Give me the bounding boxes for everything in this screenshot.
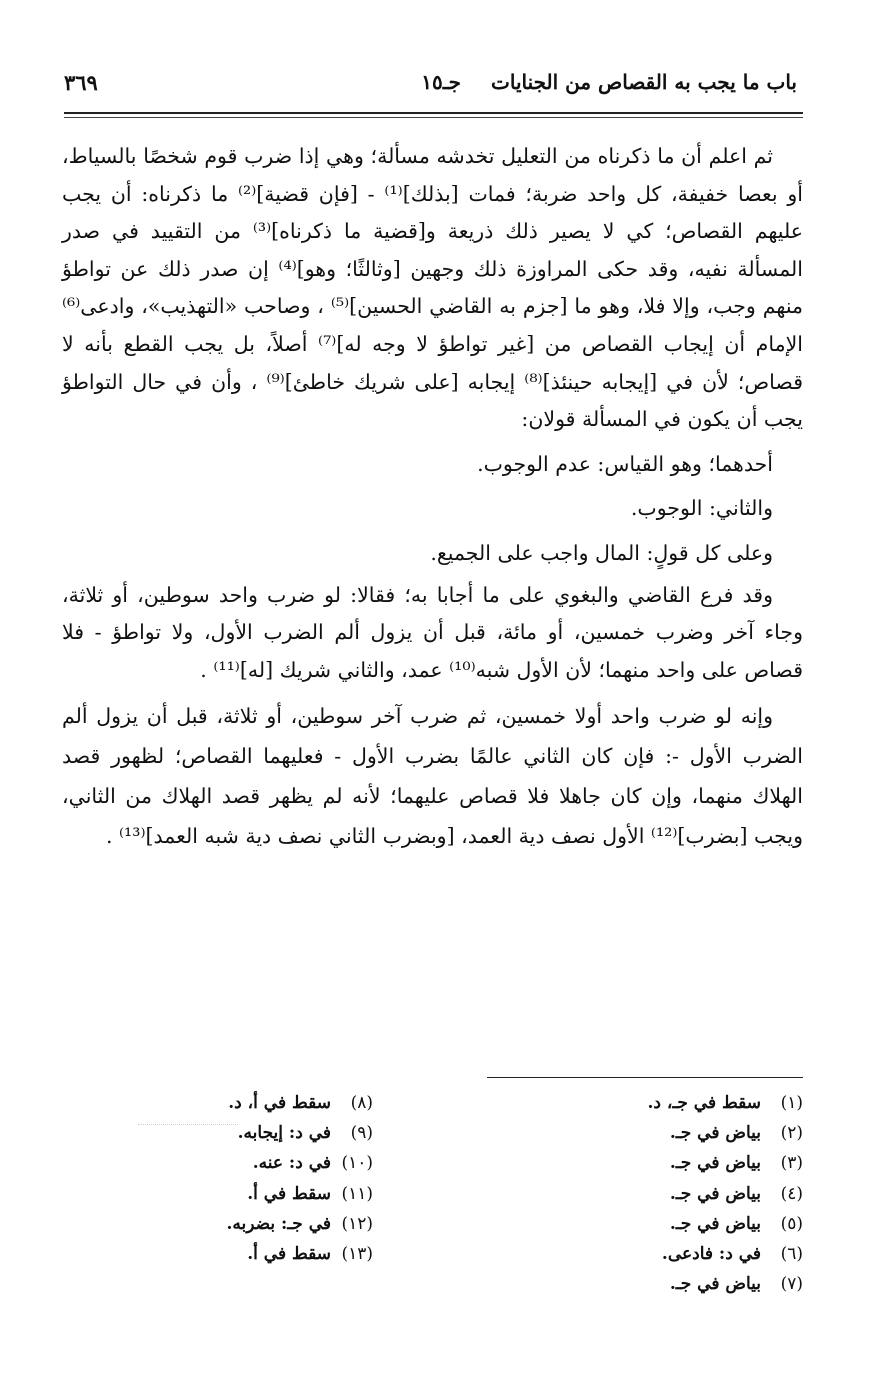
footnote-number: (١٢) [341, 1213, 373, 1234]
page-number: ٣٦٩ [64, 69, 98, 95]
footnote-item [383, 1088, 803, 1118]
footnote-text: بياض في جـ. [669, 1153, 761, 1174]
footnotes-column-right [383, 1088, 803, 1299]
footnote-text: سقط في أ. [247, 1183, 331, 1204]
header-rule [64, 112, 803, 118]
paragraph-3: والثاني: الوجوب. [630, 496, 773, 521]
footnote-item [73, 1118, 373, 1148]
footnote-text: سقط في أ، د. [228, 1093, 331, 1113]
footnote-text: بياض في جـ. [669, 1183, 761, 1204]
footnote-number: (٢) [780, 1123, 803, 1144]
footnote-text: بياض في جـ. [669, 1213, 761, 1234]
footnote-number: (٨) [350, 1093, 373, 1113]
footnote-text: سقط في أ. [247, 1243, 331, 1264]
scan-speck [138, 1124, 238, 1127]
footnote-item [73, 1209, 373, 1239]
footnote-number: (٥) [780, 1213, 803, 1234]
volume-label: جـ١٥ [421, 70, 462, 94]
footnote-item [73, 1148, 373, 1178]
footnote-number: (٩) [350, 1123, 373, 1144]
paragraph-2: أحدهما؛ وهو القياس: عدم الوجوب. [477, 451, 773, 476]
footnote-item [73, 1179, 373, 1209]
footnote-number: (٣) [780, 1153, 803, 1174]
footnote-number: (١) [780, 1093, 803, 1113]
footnote-item [73, 1088, 373, 1118]
paragraph-6: وإنه لو ضرب واحد أولا خمسين، ثم ضرب آخر سوطين، أو ثلاثة، قبل أن يزول ألم الضرب الأول -: فإن كان الثاني عالمًا بضرب الأول - فعليهما القصاص؛ لظهور قصد الهلاك منهما، وإن كان جاهلا فلا قصاص عليهما؛ لأنه لم يظهر قصد الهلاك من الثاني، ويجب [بضرب]⁽¹²⁾ الأول نصف دية العمد، [وبضرب الثاني نصف دية شبه العمد]⁽¹³⁾ . [62, 704, 803, 849]
footnote-item [383, 1269, 803, 1299]
footnote-text: سقط في جـ، د. [647, 1093, 761, 1113]
footnote-text: بياض في جـ. [669, 1274, 761, 1295]
footnote-number: (٤) [780, 1183, 803, 1204]
running-title: باب ما يجب به القصاص من الجنايات [491, 70, 797, 94]
footnote-item [383, 1179, 803, 1209]
footnote-number: (١٠) [341, 1153, 373, 1174]
footnote-item [383, 1209, 803, 1239]
page-header [64, 62, 797, 102]
footnote-rule [487, 1077, 803, 1078]
footnote-text: في جـ: بضربه. [226, 1213, 331, 1234]
footnote-text: بياض في جـ. [669, 1123, 761, 1144]
footnote-text: في د: فادعى. [661, 1243, 761, 1264]
footnote-number: (١٣) [341, 1243, 373, 1264]
paragraph-5: وقد فرع القاضي والبغوي على ما أجابا به؛ فقالا: لو ضرب واحد سوطين، أو ثلاثة، وجاء آخر وضرب خمسين، أو مائة، قبل أن يزول ألم الضرب الأول، ولا تواطؤ - فلا قصاص على واحد منهما؛ لأن الأول شبه⁽¹⁰⁾ عمد، والثاني شريك [له]⁽¹¹⁾ . [62, 582, 803, 682]
footnote-text: في د: إيجابه. [237, 1123, 331, 1144]
footnote-text: في د: عنه. [252, 1153, 331, 1174]
footnote-number: (٦) [780, 1243, 803, 1264]
footnote-item [383, 1148, 803, 1178]
footnote-item [73, 1239, 373, 1269]
footnotes-column-left [73, 1088, 373, 1299]
footnotes [62, 1088, 803, 1299]
footnote-number: (١١) [341, 1183, 373, 1204]
footnote-item [383, 1118, 803, 1148]
paragraph-1: ثم اعلم أن ما ذكرناه من التعليل تخدشه مسألة؛ وهي إذا ضرب قوم شخصًا بالسياط، أو بعصا خفيفة، كل واحد ضربة؛ فمات [بذلك]⁽¹⁾ - [فإن قضية]⁽²⁾ ما ذكرناه: أن يجب عليهم القصاص؛ كي لا يصير ذلك ذريعة و[قضية ما ذكرناه]⁽³⁾ من التقييد في صدر المسألة نفيه، وقد حكى المراوزة ذلك وجهين [وثالثًا؛ وهو]⁽⁴⁾ إن صدر ذلك عن تواطؤ منهم وجب، وإلا فلا، وهو ما [جزم به القاضي الحسين]⁽⁵⁾ ، وصاحب «التهذيب»، وادعى⁽⁶⁾ الإمام أن إيجاب القصاص من [غير تواطؤ لا وجه له]⁽⁷⁾ أصلاً، بل يجب القطع بأنه لا قصاص؛ لأن في [إيجابه حينئذ]⁽⁸⁾ إيجابه [على شريك خاطئ]⁽⁹⁾ ، وأن في حال التواطؤ يجب أن يكون في المسألة قولان: [62, 144, 804, 432]
paragraph-4: وعلى كل قولٍ: المال واجب على الجميع. [430, 540, 773, 565]
footnote-number: (٧) [780, 1274, 803, 1295]
main-text [62, 138, 803, 856]
footnote-item [383, 1239, 803, 1269]
